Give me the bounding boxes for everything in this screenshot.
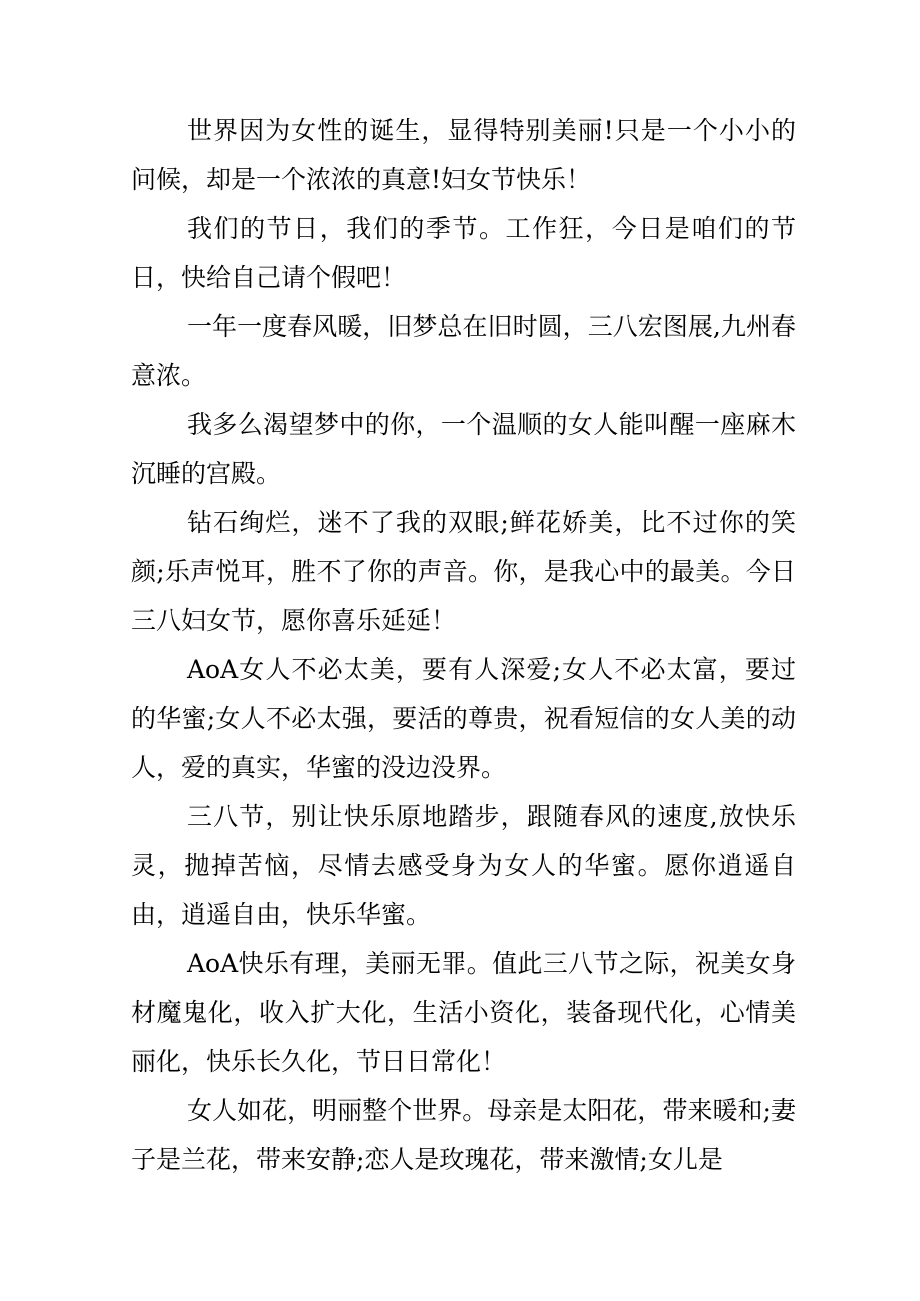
paragraph: 世界因为女性的诞生，显得特别美丽!只是一个小小的问候，却是一个浓浓的真意!妇女节快乐！ (131, 116, 796, 194)
paragraph: 三八节，别让快乐原地踏步，跟随春风的速度,放快乐灵，抛掉苦恼，尽情去感受身为女人的华蜜。愿你逍遥自由，逍遥自由，快乐华蜜。 (131, 802, 796, 929)
paragraph: AoA快乐有理，美丽无罪。值此三八节之际，祝美女身材魔鬼化，收入扩大化，生活小资化，装备现代化，心情美丽化，快乐长久化，节日日常化！ (131, 949, 796, 1076)
paragraph: 一年一度春风暖，旧梦总在旧时圆，三八宏图展,九州春意浓。 (131, 312, 796, 390)
paragraph: 钻石绚烂，迷不了我的双眼;鲜花娇美，比不过你的笑颜;乐声悦耳，胜不了你的声音。你，是我心中的最美。今日三八妇女节，愿你喜乐延延！ (131, 508, 796, 635)
document-body (131, 106, 796, 1184)
paragraph: 我们的节日，我们的季节。工作狂，今日是咱们的节日，快给自己请个假吧！ (131, 214, 796, 292)
paragraph: AoA女人不必太美，要有人深爱;女人不必太富，要过的华蜜;女人不必太强，要活的尊贵，祝看短信的女人美的动人，爱的真实，华蜜的没边没界。 (131, 655, 796, 782)
paragraph: 女人如花，明丽整个世界。母亲是太阳花，带来暖和;妻子是兰花，带来安静;恋人是玫瑰花，带来激情;女儿是 (131, 1096, 796, 1174)
paragraph: 我多么渴望梦中的你，一个温顺的女人能叫醒一座麻木沉睡的宫殿。 (131, 410, 796, 488)
